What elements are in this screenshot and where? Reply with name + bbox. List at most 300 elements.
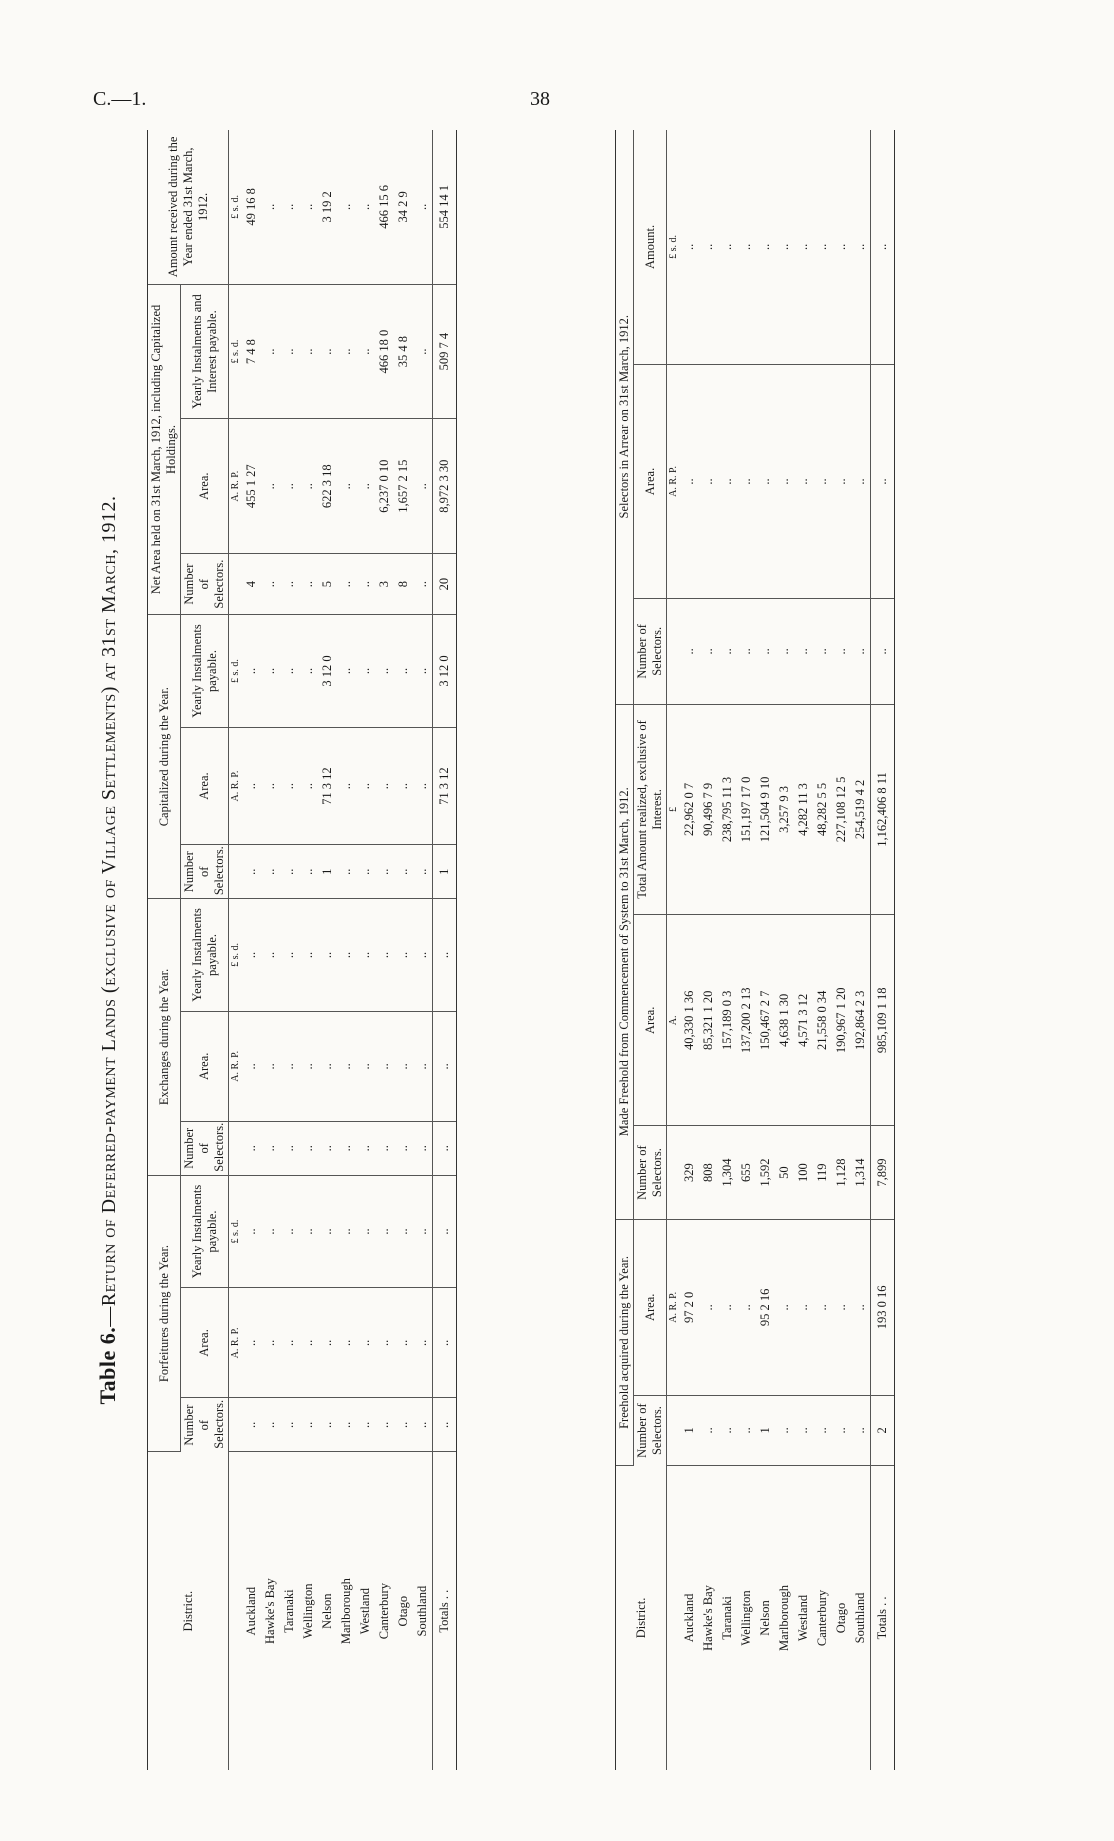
table-row	[337, 130, 356, 1770]
table-cell: ..	[242, 899, 261, 1012]
table-cell: ..	[680, 599, 699, 704]
totals-cell: ..	[433, 1011, 457, 1121]
totals-cell: ..	[433, 1288, 457, 1398]
table-cell: ..	[280, 554, 299, 615]
table-cell: ..	[337, 1121, 356, 1175]
table-cell: ..	[756, 599, 775, 704]
table-cell: ..	[299, 615, 318, 728]
table-cell: ..	[261, 284, 280, 419]
totals-cell: ..	[433, 899, 457, 1012]
district-cell: Nelson	[320, 1593, 334, 1629]
table-cell: ..	[737, 1219, 756, 1395]
table-row	[280, 130, 299, 1770]
district-cell: Hawke's Bay	[263, 1578, 277, 1645]
table-cell: ..	[337, 899, 356, 1012]
unit-area: A. R. P.	[229, 419, 243, 554]
table-cell: ..	[261, 419, 280, 554]
table-row	[318, 130, 337, 1770]
table-cell: ..	[356, 1011, 375, 1121]
table-cell: 121,504 9 10	[756, 704, 775, 915]
table-cell: ..	[242, 1011, 261, 1121]
net-payable-header: Yearly Instalments and Interest payable.	[181, 284, 229, 419]
table-cell: 227,108 12 5	[832, 704, 851, 915]
table-cell: 95 2 16	[756, 1219, 775, 1395]
table-cell: ..	[356, 1121, 375, 1175]
district-cell: Wellington	[739, 1590, 753, 1646]
totals-cell: 1	[433, 845, 457, 899]
table-cell: ..	[318, 1398, 337, 1452]
page-number: 38	[530, 88, 550, 110]
table-cell: ..	[280, 899, 299, 1012]
table-cell: 7 4 8	[242, 284, 261, 419]
table-cell: 455 1 27	[242, 419, 261, 554]
table-cell: ..	[699, 130, 718, 364]
table-cell: ..	[851, 130, 871, 364]
table-cell: ..	[756, 130, 775, 364]
table-cell: ..	[851, 1395, 871, 1465]
table-cell: 1	[756, 1395, 775, 1465]
arrear-header: Selectors in Arrear on 31st March, 1912.	[616, 130, 634, 704]
table-cell: ..	[337, 130, 356, 284]
table-cell: 6,237 0 10	[375, 419, 394, 554]
table-cell: 3,257 9 3	[775, 704, 794, 915]
table-cell: 254,519 4 2	[851, 704, 871, 915]
district-header: District.	[148, 1452, 229, 1770]
district-cell: Marlborough	[777, 1585, 791, 1651]
table-cell: ..	[851, 364, 871, 598]
table-cell: ..	[794, 599, 813, 704]
table-cell: 655	[737, 1126, 756, 1220]
table-cell: ..	[737, 599, 756, 704]
table-row	[737, 130, 756, 1770]
district-cell: Hawke's Bay	[701, 1585, 715, 1651]
table-cell: ..	[356, 1175, 375, 1288]
district-cell: Auckland	[682, 1593, 696, 1643]
amount-received-header: Amount received during the Year ended 31st March, 1912.	[148, 130, 229, 284]
table-cell: ..	[318, 1288, 337, 1398]
table-cell: ..	[794, 364, 813, 598]
table-cell: 48,282 5 5	[813, 704, 832, 915]
table-cell: ..	[413, 1398, 433, 1452]
table-row	[680, 130, 699, 1770]
table-cell: ..	[413, 419, 433, 554]
table-cell: ..	[737, 364, 756, 598]
table-cell: ..	[261, 899, 280, 1012]
table-cell: ..	[299, 899, 318, 1012]
table-cell: ..	[337, 1011, 356, 1121]
table-cell: ..	[394, 1398, 413, 1452]
totals-cell: 7,899	[871, 1126, 895, 1220]
table-cell: 40,330 1 36	[680, 915, 699, 1126]
table-cell: ..	[261, 130, 280, 284]
table-cell: ..	[318, 1175, 337, 1288]
table-cell: ..	[718, 364, 737, 598]
table-cell: ..	[775, 599, 794, 704]
table-cell: ..	[413, 284, 433, 419]
table-cell: ..	[280, 727, 299, 844]
table-cell: 34 2 9	[394, 130, 413, 284]
totals-cell: 1,162,406 8 11	[871, 704, 895, 915]
totals-cell: 2	[871, 1395, 895, 1465]
table-cell: 238,795 11 3	[718, 704, 737, 915]
deferred-payment-table	[147, 130, 457, 1770]
table-cell: ..	[337, 1175, 356, 1288]
table-cell: 71 3 12	[318, 727, 337, 844]
totals-cell: ..	[433, 1121, 457, 1175]
totals-cell: 3 12 0	[433, 615, 457, 728]
net-selectors-header: Number of Selectors.	[181, 554, 229, 615]
table-cell: ..	[794, 1395, 813, 1465]
rotated-table-region	[95, 130, 1055, 1770]
table-cell: ..	[832, 364, 851, 598]
exchange-selectors-header: Number of Selectors.	[181, 1121, 229, 1175]
table-cell: ..	[775, 1395, 794, 1465]
unit-area: A.	[667, 915, 681, 1126]
table-cell: ..	[356, 845, 375, 899]
table-cell: 90,496 7 9	[699, 704, 718, 915]
made-freehold-header: Made Freehold from Commencement of System to 31st March, 1912.	[616, 704, 634, 1219]
table-cell: 1,592	[756, 1126, 775, 1220]
table-cell: ..	[832, 1219, 851, 1395]
exchange-payable-header: Yearly Instalments payable.	[181, 899, 229, 1012]
table-row	[261, 130, 280, 1770]
table-cell: ..	[337, 554, 356, 615]
unit-area: A. R. P.	[229, 1011, 243, 1121]
table-cell: ..	[242, 1288, 261, 1398]
table-row	[756, 130, 775, 1770]
table-cell: 1,304	[718, 1126, 737, 1220]
table-cell: ..	[851, 599, 871, 704]
table-cell: ..	[394, 845, 413, 899]
table-cell: ..	[242, 845, 261, 899]
table-cell: ..	[318, 284, 337, 419]
table-cell: ..	[261, 1398, 280, 1452]
table-cell: ..	[718, 599, 737, 704]
table-cell: ..	[737, 130, 756, 364]
table-cell: ..	[356, 130, 375, 284]
totals-cell: 985,109 1 18	[871, 915, 895, 1126]
table-cell: ..	[242, 1175, 261, 1288]
table-cell: ..	[318, 899, 337, 1012]
table-cell: 1	[318, 845, 337, 899]
table-cell: ..	[413, 130, 433, 284]
capitalized-header: Capitalized during the Year.	[148, 615, 181, 899]
table-cell: 137,200 2 13	[737, 915, 756, 1126]
table-cell: ..	[299, 727, 318, 844]
table-cell: 119	[813, 1126, 832, 1220]
table-cell: ..	[413, 1121, 433, 1175]
table-cell: ..	[280, 1175, 299, 1288]
table-cell: ..	[261, 1288, 280, 1398]
table-cell: 1,657 2 15	[394, 419, 413, 554]
table-cell: ..	[718, 130, 737, 364]
table-cell: ..	[318, 1011, 337, 1121]
table-cell: ..	[280, 845, 299, 899]
table-row	[832, 130, 851, 1770]
totals-row	[871, 130, 895, 1770]
table-cell: ..	[413, 727, 433, 844]
district-cell: Otago	[834, 1602, 848, 1634]
table-cell: ..	[356, 615, 375, 728]
forfeitures-header: Forfeitures during the Year.	[148, 1175, 181, 1452]
freehold-year-header: Freehold acquired during the Year.	[616, 1219, 634, 1465]
table-cell: ..	[261, 1121, 280, 1175]
table-cell: ..	[337, 727, 356, 844]
totals-cell: 509 7 4	[433, 284, 457, 419]
table-cell: ..	[280, 1121, 299, 1175]
table-cell: ..	[299, 419, 318, 554]
table-cell: 4,571 3 12	[794, 915, 813, 1126]
table-cell: ..	[261, 554, 280, 615]
table-cell: 192,864 2 3	[851, 915, 871, 1126]
table-cell: ..	[375, 1288, 394, 1398]
forfeit-area-header: Area.	[181, 1288, 229, 1398]
table-row	[375, 130, 394, 1770]
table-cell: ..	[356, 1398, 375, 1452]
table-cell: 329	[680, 1126, 699, 1220]
district-cell: Canterbury	[377, 1583, 391, 1640]
table-cell: ..	[832, 130, 851, 364]
forfeit-selectors-header: Number of Selectors.	[181, 1398, 229, 1452]
table-cell: ..	[832, 1395, 851, 1465]
table-cell: ..	[794, 130, 813, 364]
table-row	[394, 130, 413, 1770]
table-cell: ..	[375, 615, 394, 728]
table-cell: ..	[375, 1398, 394, 1452]
table-cell: 49 16 8	[242, 130, 261, 284]
table-row	[718, 130, 737, 1770]
table-cell: ..	[737, 1395, 756, 1465]
table-cell: ..	[394, 899, 413, 1012]
table1-body	[242, 130, 457, 1770]
totals-cell: ..	[871, 364, 895, 598]
table-cell: ..	[813, 1395, 832, 1465]
capital-payable-header: Yearly Instalments payable.	[181, 615, 229, 728]
table-row	[851, 130, 871, 1770]
table-cell: ..	[299, 1288, 318, 1398]
totals-cell: 193 0 16	[871, 1219, 895, 1395]
table-cell: ..	[699, 599, 718, 704]
table-cell: ..	[242, 615, 261, 728]
table-cell: ..	[756, 364, 775, 598]
table-cell: 466 15 6	[375, 130, 394, 284]
district-cell: Westland	[358, 1588, 372, 1635]
table-cell: 190,967 1 20	[832, 915, 851, 1126]
district-cell: Southland	[853, 1592, 867, 1644]
district-cell: Marlborough	[339, 1578, 353, 1645]
table-cell: 100	[794, 1126, 813, 1220]
table-cell: 3 19 2	[318, 130, 337, 284]
totals-cell: 554 14 1	[433, 130, 457, 284]
capital-selectors-header: Number of Selectors.	[181, 845, 229, 899]
table-row	[813, 130, 832, 1770]
table-cell: ..	[318, 1121, 337, 1175]
district-cell: Auckland	[244, 1586, 258, 1636]
table-cell: 85,321 1 20	[699, 915, 718, 1126]
table-cell: 4	[242, 554, 261, 615]
table-cell: ..	[242, 1398, 261, 1452]
table-cell: 5	[318, 554, 337, 615]
table-cell: ..	[413, 899, 433, 1012]
table-cell: ..	[299, 845, 318, 899]
table-cell: 1,128	[832, 1126, 851, 1220]
district-cell: Southland	[415, 1585, 429, 1637]
table-cell: 50	[775, 1126, 794, 1220]
table-cell: ..	[299, 1175, 318, 1288]
district-cell: Canterbury	[815, 1589, 829, 1647]
table-cell: ..	[299, 1011, 318, 1121]
table-cell: ..	[680, 364, 699, 598]
table-cell: ..	[680, 130, 699, 364]
table-cell: ..	[413, 1288, 433, 1398]
table-cell: ..	[375, 899, 394, 1012]
table-cell: ..	[280, 1288, 299, 1398]
table-cell: ..	[261, 845, 280, 899]
mf-area-header: Area.	[634, 915, 667, 1126]
table-cell: ..	[851, 1219, 871, 1395]
table-cell: 808	[699, 1126, 718, 1220]
table-cell: ..	[775, 364, 794, 598]
capital-area-header: Area.	[181, 727, 229, 844]
table-cell: ..	[775, 1219, 794, 1395]
table-cell: 3	[375, 554, 394, 615]
table-cell: ..	[394, 615, 413, 728]
table-cell: ..	[394, 1288, 413, 1398]
table-label: Table 6.	[95, 1326, 120, 1405]
table-row	[299, 130, 318, 1770]
table-cell: ..	[356, 419, 375, 554]
table-cell: ..	[280, 284, 299, 419]
table-cell: ..	[394, 1011, 413, 1121]
unit-money: £ s. d.	[229, 130, 243, 284]
totals-cell: 71 3 12	[433, 727, 457, 844]
ar-selectors-header: Number of Selectors.	[634, 599, 667, 704]
table-cell: ..	[832, 599, 851, 704]
table-cell: ..	[242, 727, 261, 844]
table-cell: ..	[394, 1121, 413, 1175]
totals-cell: ..	[433, 1175, 457, 1288]
table-cell: ..	[337, 615, 356, 728]
district-cell: Westland	[796, 1594, 810, 1642]
unit-money: £ s. d.	[229, 899, 243, 1012]
freehold-arrears-table	[615, 130, 895, 1770]
unit-area: A. R. P.	[229, 1288, 243, 1398]
table-cell: ..	[261, 1011, 280, 1121]
unit-money: £	[667, 704, 681, 915]
table-cell: ..	[356, 727, 375, 844]
district-cell: Taranaki	[282, 1589, 296, 1633]
unit-area: A. R. P.	[229, 727, 243, 844]
fy-area-header: Area.	[634, 1219, 667, 1395]
table-cell: 3 12 0	[318, 615, 337, 728]
table-cell: 97 2 0	[680, 1219, 699, 1395]
table-cell: ..	[337, 845, 356, 899]
table-cell: ..	[375, 1175, 394, 1288]
table-cell: ..	[337, 1288, 356, 1398]
totals-row	[433, 130, 457, 1770]
table-cell: 35 4 8	[394, 284, 413, 419]
table-cell: ..	[299, 1121, 318, 1175]
table-cell: 4,638 1 30	[775, 915, 794, 1126]
table-cell: ..	[413, 554, 433, 615]
table-cell: ..	[394, 727, 413, 844]
table-cell: ..	[813, 1219, 832, 1395]
fy-selectors-header: Number of Selectors.	[634, 1395, 667, 1465]
unit-area: A. R. P.	[667, 364, 681, 598]
table-cell: ..	[261, 1175, 280, 1288]
exchanges-header: Exchanges during the Year.	[148, 899, 181, 1176]
table-cell: ..	[261, 727, 280, 844]
table-cell: 22,962 0 7	[680, 704, 699, 915]
table-cell: 8	[394, 554, 413, 615]
table-cell: 622 3 18	[318, 419, 337, 554]
table-cell: 21,558 0 34	[813, 915, 832, 1126]
totals-cell: ..	[433, 1398, 457, 1452]
totals-cell: ..	[871, 599, 895, 704]
exchange-area-header: Area.	[181, 1011, 229, 1121]
table-cell: ..	[299, 554, 318, 615]
table-cell: 4,282 11 3	[794, 704, 813, 915]
table-cell: ..	[375, 1011, 394, 1121]
table-cell: ..	[337, 284, 356, 419]
table-cell: ..	[299, 130, 318, 284]
mf-selectors-header: Number of Selectors.	[634, 1126, 667, 1220]
table-cell: ..	[813, 130, 832, 364]
table-title-text: —Return of Deferred-payment Lands (exclusive of Village Settlements) at 31st March, 1912.	[98, 495, 120, 1327]
table-row	[413, 130, 433, 1770]
table-cell: ..	[775, 130, 794, 364]
table-cell: ..	[280, 130, 299, 284]
table-cell: ..	[299, 1398, 318, 1452]
net-area-col-header: Area.	[181, 419, 229, 554]
totals-cell: 8,972 3 30	[433, 419, 457, 554]
mf-amount-header: Total Amount realized, exclusive of Interest.	[634, 704, 667, 915]
table-cell: ..	[794, 1219, 813, 1395]
table-cell: ..	[699, 364, 718, 598]
table-cell: ..	[718, 1395, 737, 1465]
net-area-header: Net Area held on 31st March, 1912, including Capitalized Holdings.	[148, 284, 181, 614]
ar-area-header: Area.	[634, 364, 667, 598]
table-cell: ..	[394, 1175, 413, 1288]
table-cell: ..	[337, 419, 356, 554]
table-cell: ..	[699, 1395, 718, 1465]
table-row	[356, 130, 375, 1770]
table-cell: ..	[356, 1288, 375, 1398]
table-row	[794, 130, 813, 1770]
totals-cell: ..	[871, 130, 895, 364]
table-cell: ..	[718, 1219, 737, 1395]
unit-money: £ s. d.	[667, 130, 681, 364]
unit-money: £ s. d.	[229, 615, 243, 728]
page-reference: C.—1.	[93, 88, 147, 110]
table-cell: ..	[813, 599, 832, 704]
table-title	[95, 130, 145, 1770]
table-row	[699, 130, 718, 1770]
table-cell: ..	[280, 1398, 299, 1452]
unit-money: £ s. d.	[229, 1175, 243, 1288]
table-cell: 150,467 2 7	[756, 915, 775, 1126]
table-cell: 1	[680, 1395, 699, 1465]
table-cell: ..	[356, 284, 375, 419]
table-cell: ..	[242, 1121, 261, 1175]
table-cell: ..	[699, 1219, 718, 1395]
table-cell: ..	[299, 284, 318, 419]
table-cell: ..	[413, 1011, 433, 1121]
table-cell: ..	[356, 554, 375, 615]
unit-area: A. R. P.	[667, 1219, 681, 1395]
district-cell: Wellington	[301, 1583, 315, 1639]
table-cell: ..	[413, 1175, 433, 1288]
